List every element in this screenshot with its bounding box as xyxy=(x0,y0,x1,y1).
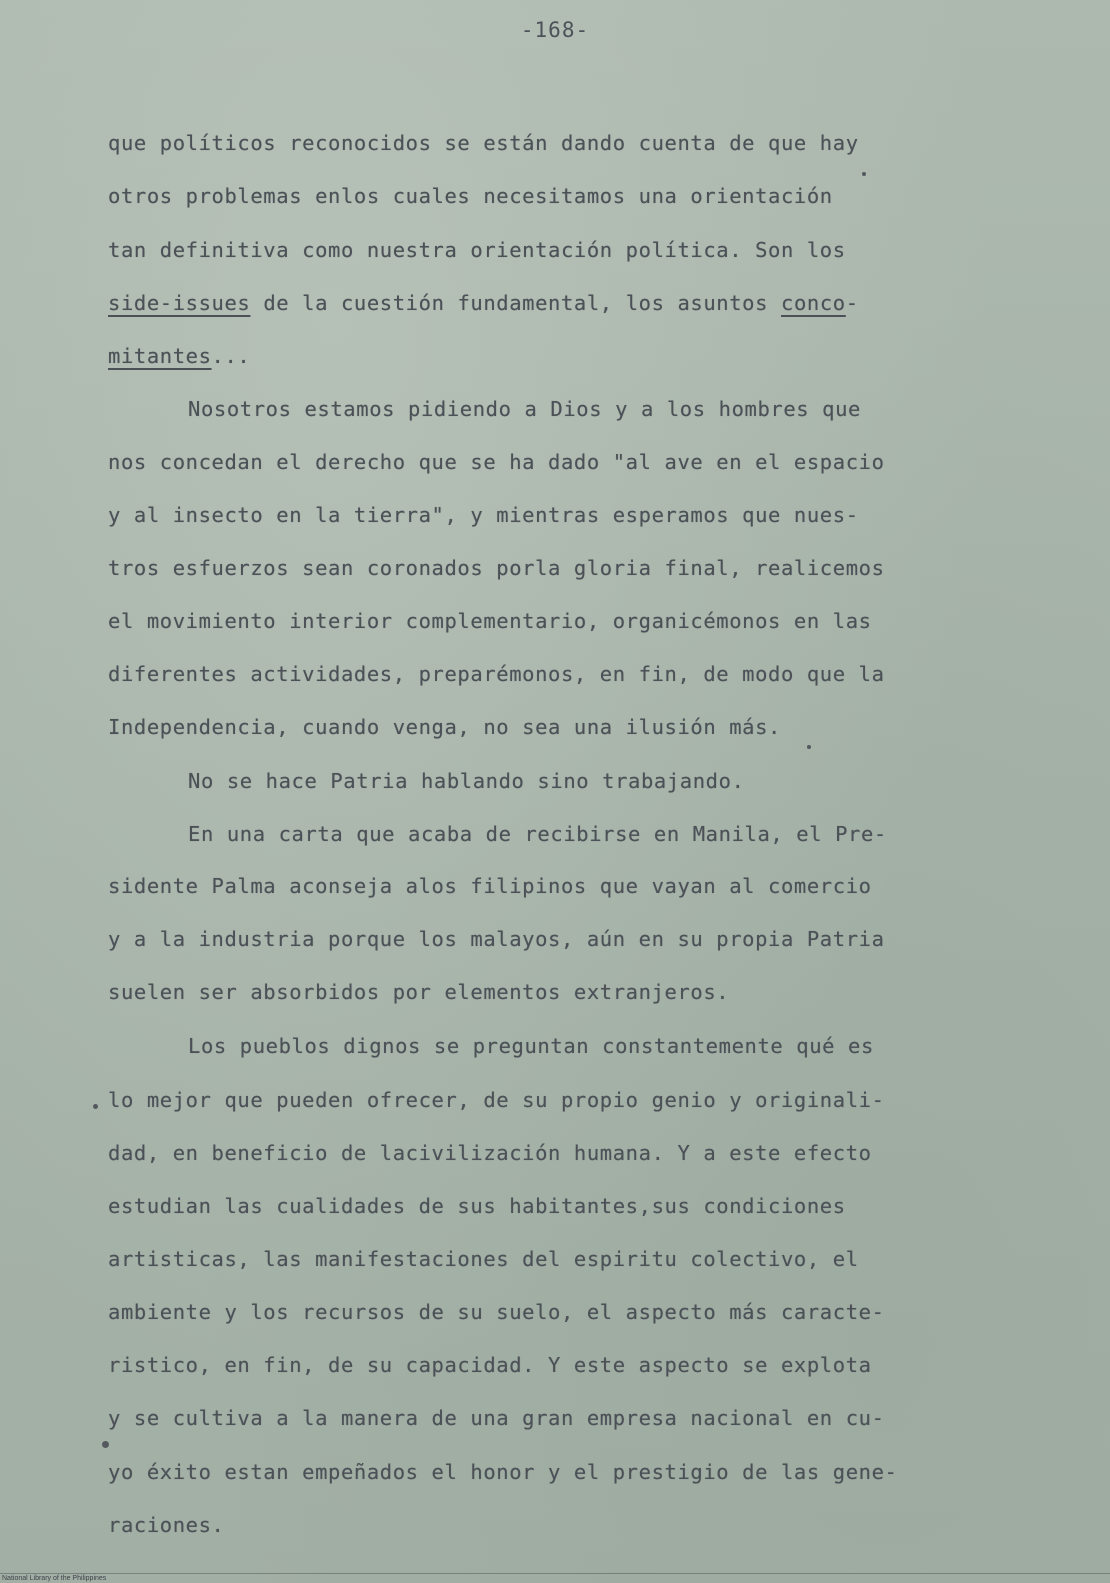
text-line-15: sidente Palma aconseja alos filipinos que vayan al comercio xyxy=(108,874,872,898)
text-line-17: suelen ser absorbidos por elementos extranjeros. xyxy=(108,980,730,1004)
scan-edge-rule xyxy=(0,1573,1110,1574)
text-line-11: diferentes actividades, preparémonos, en fin, de modo que la xyxy=(108,662,885,686)
text-line-2: otros problemas enlos cuales necesitamos una orientación xyxy=(108,184,833,208)
text-line-19: lo mejor que pueden ofrecer, de su propio genio y originali- xyxy=(108,1088,885,1112)
text-line-27: raciones. xyxy=(108,1513,225,1537)
text-line-13: No se hace Patria hablando sino trabajando. xyxy=(188,769,745,793)
ink-speck xyxy=(807,745,811,749)
text-line-4-hyphen: - xyxy=(845,291,859,315)
library-credit: National Library of the Philippines xyxy=(2,1575,107,1582)
ink-speck xyxy=(93,1104,98,1109)
page-number: -168- xyxy=(520,18,590,42)
text-line-20: dad, en beneficio de lacivilización humana. Y a este efecto xyxy=(108,1141,872,1165)
text-line-5-ellipsis: ... xyxy=(211,344,251,368)
text-line-26: yo éxito estan empeñados el honor y el prestigio de las gene- xyxy=(108,1460,898,1484)
text-line-22: artisticas, las manifestaciones del espiritu colectivo, el xyxy=(108,1247,859,1271)
text-line-21: estudian las cualidades de sus habitantes,sus condiciones xyxy=(108,1194,846,1218)
text-line-7: nos concedan el derecho que se ha dado "al ave en el espacio xyxy=(108,450,885,474)
text-line-6: Nosotros estamos pidiendo a Dios y a los hombres que xyxy=(188,397,861,421)
ink-speck xyxy=(102,1441,109,1448)
text-line-16: y a la industria porque los malayos, aún en su propia Patria xyxy=(108,927,885,951)
underlined-term-conco: conco xyxy=(781,291,846,315)
text-line-4-middle: de la cuestión fundamental, los asuntos xyxy=(250,291,781,315)
text-line-12: Independencia, cuando venga, no sea una ilusión más. xyxy=(108,715,781,739)
text-line-5 xyxy=(108,344,250,368)
text-line-10: el movimiento interior complementario, organicémonos en las xyxy=(108,609,872,633)
text-line-4 xyxy=(108,291,859,315)
ink-speck xyxy=(862,172,866,176)
text-line-24: ristico, en fin, de su capacidad. Y este aspecto se explota xyxy=(108,1353,872,1377)
underlined-term-side-issues: side-issues xyxy=(108,291,251,315)
text-line-8: y al insecto en la tierra", y mientras esperamos que nues- xyxy=(108,503,859,527)
text-line-18: Los pueblos dignos se preguntan constantemente qué es xyxy=(188,1034,874,1058)
text-line-23: ambiente y los recursos de su suelo, el aspecto más caracte- xyxy=(108,1300,885,1324)
text-line-9: tros esfuerzos sean coronados porla gloria final, realicemos xyxy=(108,556,885,580)
text-line-25: y se cultiva a la manera de una gran empresa nacional en cu- xyxy=(108,1406,885,1430)
text-line-3: tan definitiva como nuestra orientación política. Son los xyxy=(108,238,846,262)
text-line-1: que políticos reconocidos se están dando cuenta de que hay xyxy=(108,131,859,155)
underlined-term-mitantes: mitantes xyxy=(108,344,212,368)
text-line-14: En una carta que acaba de recibirse en Manila, el Pre- xyxy=(188,822,887,846)
